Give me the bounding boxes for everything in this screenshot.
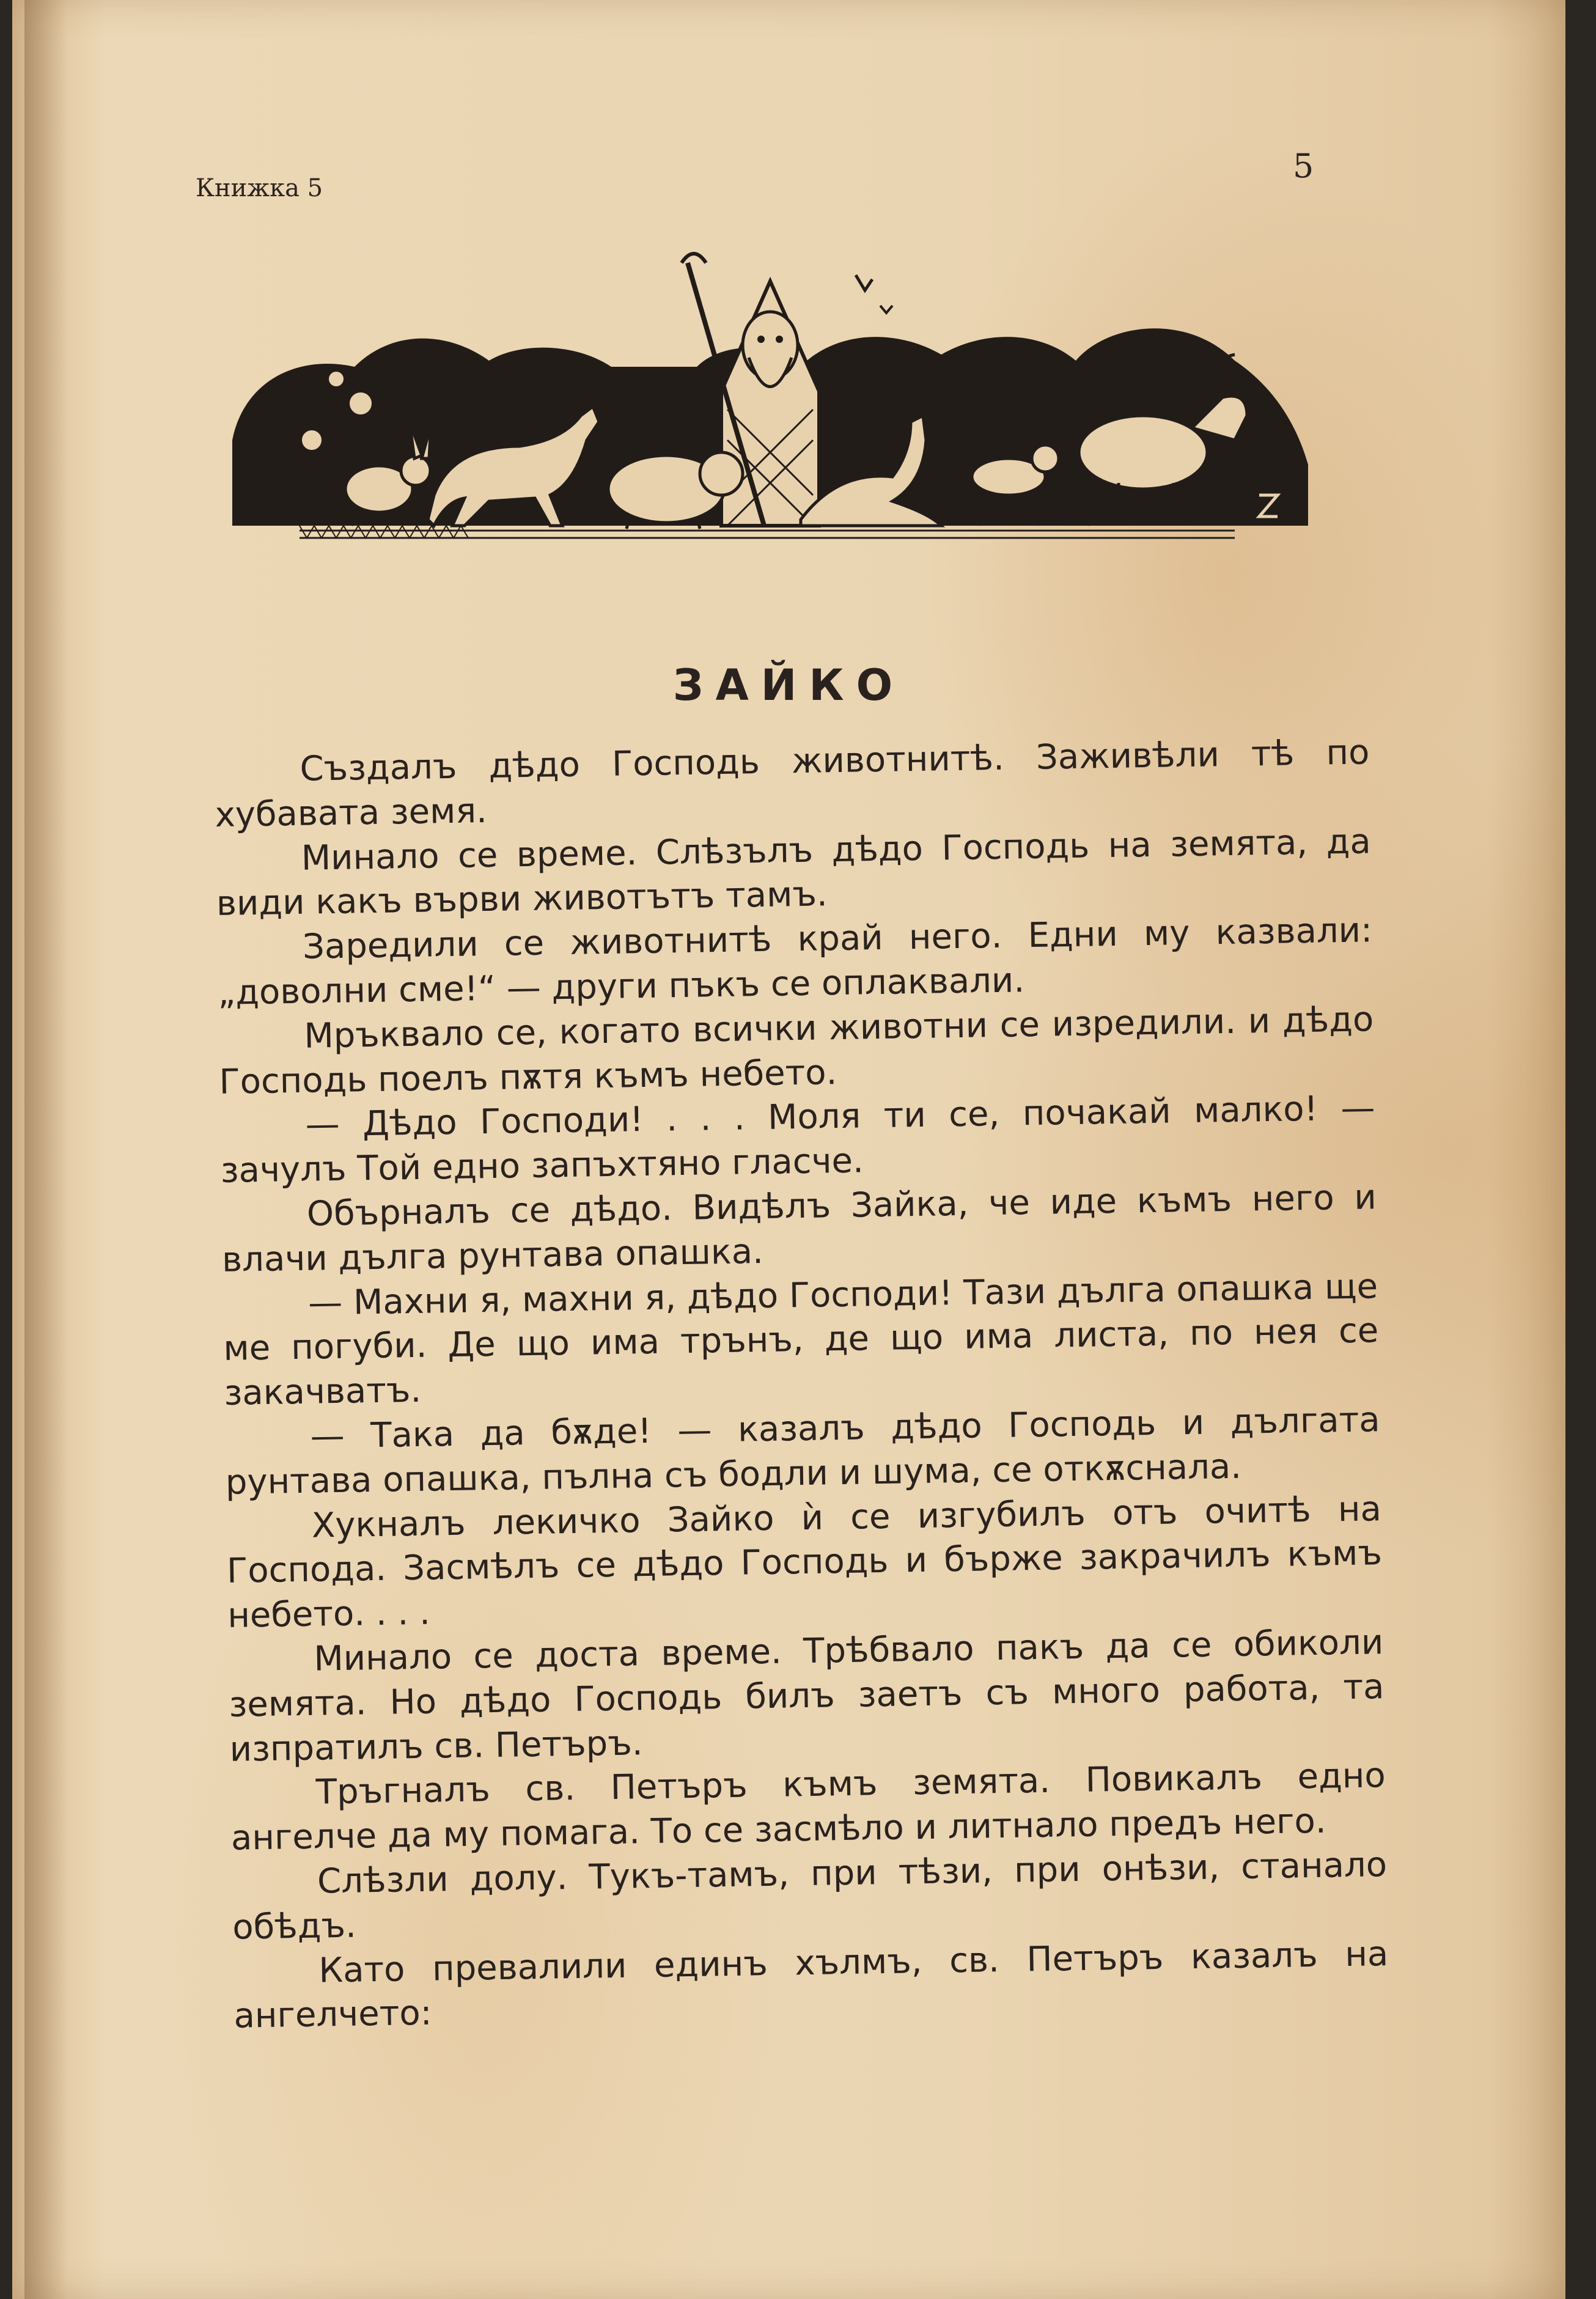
paragraph: Обърналъ се дѣдо. Видѣлъ Зайка, че иде къмъ него и влачи дълга рунтава опашка. [221, 1177, 1377, 1280]
page-number: 5 [1293, 147, 1314, 185]
paragraph: Минало се време. Слѣзълъ дѣдо Господь на земята, да види какъ върви животътъ тамъ. [216, 821, 1372, 924]
story-title: ЗАЙКО [672, 660, 905, 710]
paragraph: Създалъ дѣдо Господь животнитѣ. Заживѣли тѣ по хубавата земя. [215, 732, 1370, 835]
book-page [12, 0, 1565, 2299]
paragraph: Хукналъ лекичко Зайко ѝ се изгубилъ отъ очитѣ на Господа. Засмѣлъ се дѣдо Господь и бърже закрачилъ къмъ небето. . . . [226, 1488, 1383, 1636]
paragraph: Заредили се животнитѣ край него. Едни му казвали: „доволни сме!“ — други пъкъ се оплаквали. [217, 910, 1373, 1013]
paragraph: Тръгналъ св. Петъръ къмъ земята. Повикалъ едно ангелче да му помага. То се засмѣло и литнало предъ него. [230, 1756, 1386, 1858]
headpiece-god-and-animals-icon [232, 238, 1308, 556]
paragraph: Минало се доста време. Трѣбвало пакъ да се обиколи земята. Но дѣдо Господь билъ заетъ съ много работа, та изпратилъ св. Петъръ. [229, 1622, 1385, 1770]
issue-label: Книжка 5 [196, 174, 323, 202]
paragraph: — Махни я, махни я, дѣдо Господи! Тази дълга опашка ще ме погуби. Де що има трънъ, де що има листа, по нея се закачватъ. [222, 1266, 1379, 1414]
page-spine-shadow [24, 0, 67, 2299]
paragraph: — Дѣдо Господи! . . . Моля ти се, почакай малко! — зачулъ Той едно запъхтяно гласче. [220, 1088, 1375, 1191]
story-body [214, 730, 1389, 2039]
paragraph: Като превалили единъ хълмъ, св. Петъръ казалъ на ангелчето: [234, 1933, 1389, 2037]
paragraph: — Така да бѫде! — казалъ дѣдо Господь и дългата рунтава опашка, пълна съ бодли и шума, се откѫснала. [225, 1400, 1380, 1503]
paragraph: Слѣзли долу. Тукъ-тамъ, при тѣзи, при онѣзи, станало обѣдъ. [232, 1845, 1388, 1948]
paragraph: Мръквало се, когато всички животни се изредили. и дѣдо Господь поелъ пѫтя къмъ небето. [219, 999, 1374, 1102]
